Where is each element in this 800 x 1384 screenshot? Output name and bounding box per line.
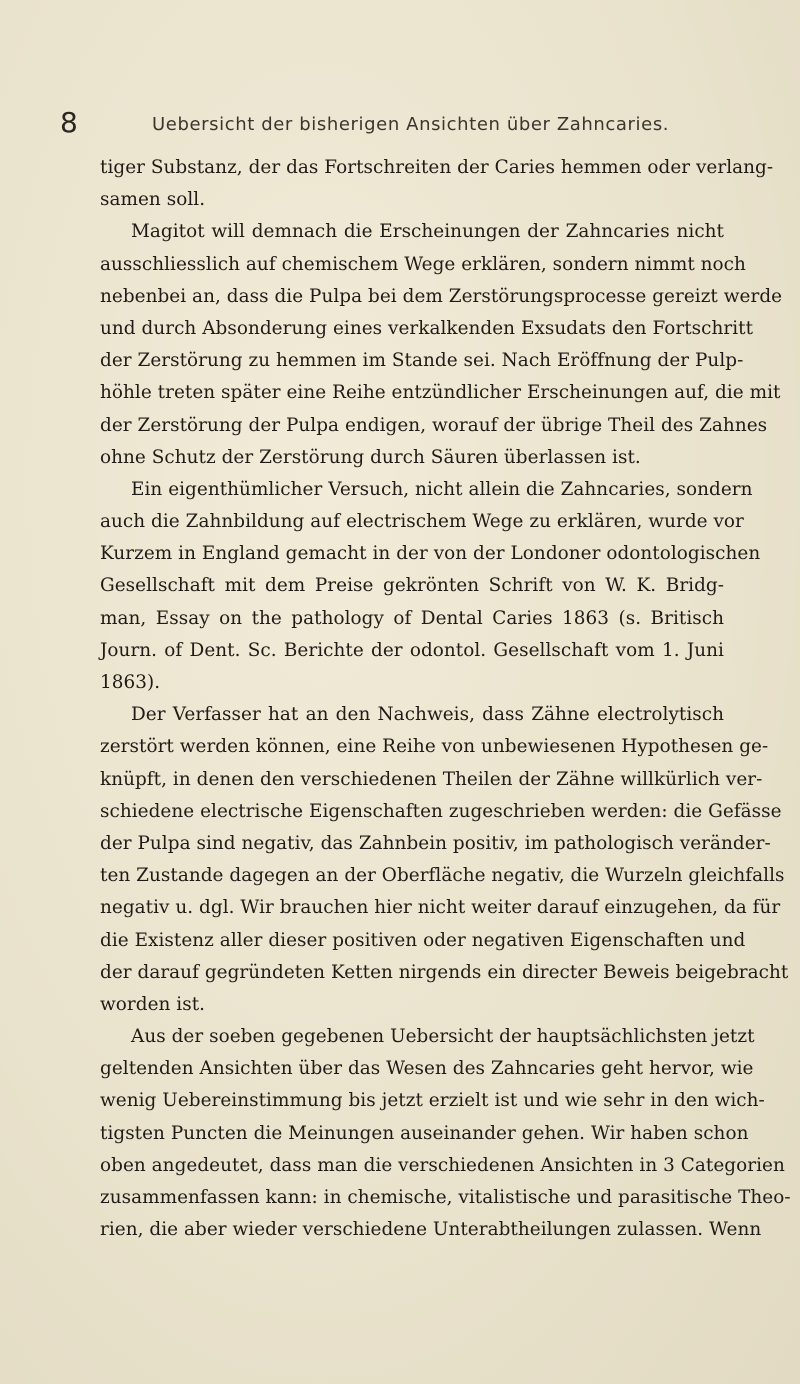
text-line: die Existenz aller dieser positiven oder negativen Eigenschaften und — [100, 929, 746, 951]
running-head: Uebersicht der bisherigen Ansichten über Zahncaries. — [152, 114, 670, 135]
text-line: und durch Absonderung eines verkalkenden Exsudats den Fortschritt — [100, 317, 754, 339]
body-text — [100, 152, 791, 1246]
text-line: man, Essay on the pathology of Dental Caries 1863 (s. Britisch — [100, 607, 724, 629]
page-header — [60, 106, 750, 146]
text-line: der Pulpa sind negativ, das Zahnbein positiv, im pathologisch veränder- — [100, 832, 771, 854]
text-line: worden ist. — [100, 993, 206, 1015]
text-line: zusammenfassen kann: in chemische, vitalistische und parasitische Theo- — [100, 1187, 791, 1208]
text-line: tigsten Puncten die Meinungen auseinander gehen. Wir haben schon — [100, 1122, 749, 1144]
text-line: ausschliesslich auf chemischem Wege erklären, sondern nimmt noch — [100, 253, 746, 275]
text-line: negativ u. dgl. Wir brauchen hier nicht weiter darauf einzugehen, da für — [100, 897, 781, 919]
text-line: Der Verfasser hat an den Nachweis, dass Zähne electrolytisch — [131, 704, 724, 726]
text-line: höhle treten später eine Reihe entzündlicher Erscheinungen auf, die mit — [100, 382, 781, 404]
text-line: nebenbei an, dass die Pulpa bei dem Zerstörungsprocesse gereizt werde — [100, 285, 783, 307]
text-line: ten Zustande dagegen an der Oberfläche negativ, die Wurzeln gleichfalls — [100, 865, 785, 887]
text-line: Journ. of Dent. Sc. Berichte der odontol. Gesellschaft vom 1. Juni — [100, 639, 724, 661]
text-line: auch die Zahnbildung auf electrischem Wege zu erklären, wurde vor — [100, 511, 744, 533]
text-line: der darauf gegründeten Ketten nirgends ein directer Beweis beigebracht — [100, 961, 789, 983]
text-line: 1863). — [100, 672, 161, 693]
text-line: Magitot will demnach die Erscheinungen der Zahncaries nicht — [131, 221, 724, 243]
text-line: rien, die aber wieder verschiedene Unterabtheilungen zulassen. Wenn — [100, 1219, 762, 1241]
page-number: 8 — [60, 106, 78, 139]
text-line: knüpft, in denen den verschiedenen Theilen der Zähne willkürlich ver- — [100, 768, 763, 790]
text-line: der Zerstörung der Pulpa endigen, worauf der übrige Theil des Zahnes — [100, 414, 768, 436]
text-line: Kurzem in England gemacht in der von der Londoner odontologischen — [100, 543, 761, 565]
text-line: wenig Uebereinstimmung bis jetzt erzielt ist und wie sehr in den wich- — [100, 1090, 765, 1112]
text-line: Gesellschaft mit dem Preise gekrönten Schrift von W. K. Bridg- — [100, 575, 724, 597]
text-line: zerstört werden können, eine Reihe von unbewiesenen Hypothesen ge- — [100, 736, 769, 758]
text-line: samen soll. — [100, 189, 206, 211]
text-line: ohne Schutz der Zerstörung durch Säuren überlassen ist. — [100, 446, 641, 468]
text-line: Ein eigenthümlicher Versuch, nicht allein die Zahncaries, sondern — [131, 478, 753, 500]
text-line: schiedene electrische Eigenschaften zugeschrieben werden: die Gefässe — [100, 800, 782, 822]
text-line: Aus der soeben gegebenen Uebersicht der hauptsächlichsten jetzt — [131, 1026, 755, 1048]
text-line: der Zerstörung zu hemmen im Stande sei. Nach Eröffnung der Pulp- — [100, 350, 744, 372]
text-line: geltenden Ansichten über das Wesen des Zahncaries geht hervor, wie — [100, 1058, 754, 1080]
text-line: tiger Substanz, der das Fortschreiten der Caries hemmen oder verlang- — [100, 157, 774, 178]
text-line: oben angedeutet, dass man die verschiedenen Ansichten in 3 Categorien — [100, 1154, 785, 1176]
